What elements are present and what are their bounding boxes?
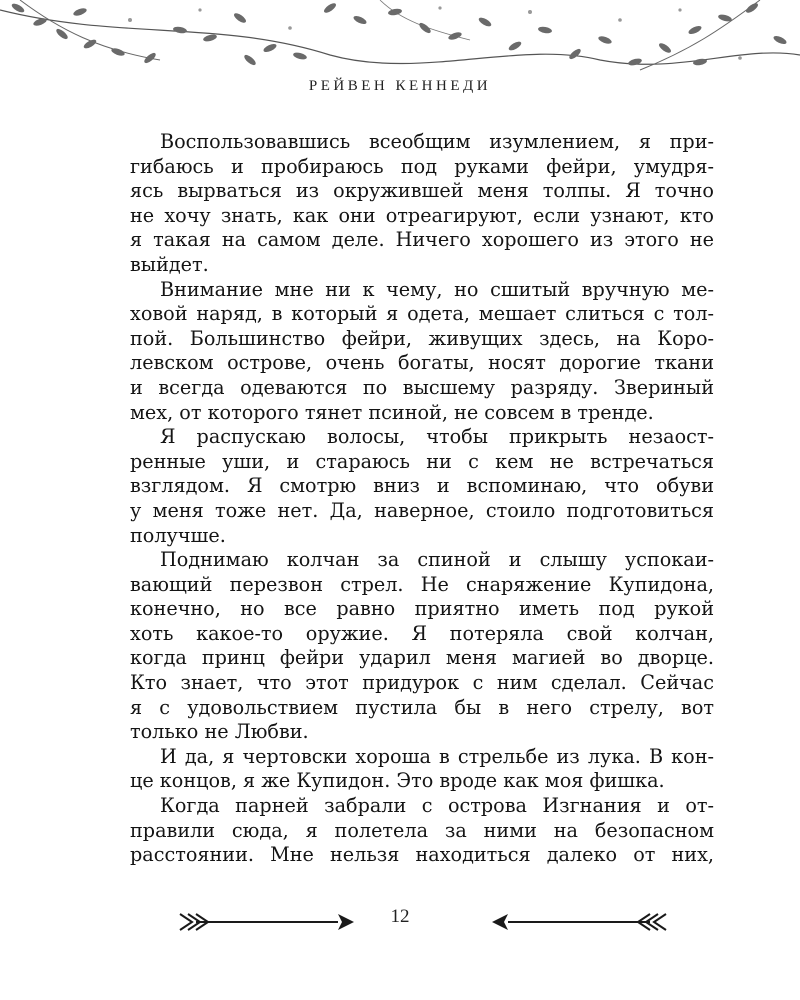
text-line: не хочу знать, как они отреагируют, если узнают, кто [130,203,714,227]
text-line: Когда парней забрали с острова Изгнания и от- [160,794,714,818]
text-line: Внимание мне ни к чему, но сшитый вручную ме- [160,277,714,301]
text-line: пой. Большинство фейри, живущих здесь, на Коро- [130,326,714,350]
text-line: расстоянии. Мне нельзя находиться далеко от них, [130,843,714,867]
text-line: когда принц фейри ударил меня магией во дворце. [130,646,714,670]
text-line: левском острове, очень богаты, носят дорогие ткани [130,351,714,375]
text-line: хоть какое-то оружие. Я потеряла свой колчан, [130,621,714,645]
text-line: только не Любви. [130,720,309,744]
text-line: правили сюда, я полетела за ними на безопасном [130,818,714,842]
text-line: я такая на самом деле. Ничего хорошего из этого не [130,228,714,252]
text-line: Кто знает, что этот придурок с ним сделал. Сейчас [130,671,714,695]
text-line: Я распускаю волосы, чтобы прикрыть незаост- [160,425,714,449]
text-line: це концов, я же Купидон. Это вроде как моя фишка. [130,769,665,793]
text-line: гибаюсь и пробираюсь под руками фейри, умудря- [130,154,714,178]
foliage-border-illustration [0,0,800,80]
body-text [130,130,714,868]
text-line: ренные уши, и стараюсь ни с кем не встречаться [130,449,714,473]
page-number: 12 [390,906,410,927]
text-line: мех, от которого тянет псиной, не совсем в тренде. [130,400,654,424]
text-line: я с удовольствием пустила бы в него стрелу, вот [130,695,714,719]
page-footer [0,900,800,940]
text-line: ясь вырваться из окружившей меня толпы. Я точно [130,179,714,203]
text-line: получше. [130,523,226,547]
paragraph [130,548,714,745]
paragraph [130,794,714,868]
text-line: Поднимаю колчан за спиной и слышу успокаи- [160,548,714,572]
text-line: выйдет. [130,252,209,276]
text-line: Воспользовавшись всеобщим изумлением, я при- [160,130,714,153]
text-line: и всегда одеваются по высшему разряду. Звериный [130,375,714,399]
text-line: взглядом. Я смотрю вниз и вспоминаю, что обуви [130,474,714,498]
text-line: конечно, но все равно приятно иметь под рукой [130,597,714,621]
paragraph [130,278,714,426]
arrow-ornament-left-icon [178,910,354,934]
paragraph [130,130,714,278]
text-line: у меня тоже нет. Да, наверное, стоило подготовиться [130,498,714,522]
arrow-ornament-right-icon [492,910,668,934]
paragraph [130,745,714,794]
running-header-author: РЕЙВЕН КЕННЕДИ [308,78,492,94]
text-line: И да, я чертовски хороша в стрельбе из лука. В кон- [160,744,714,768]
text-line: ховой наряд, в который я одета, мешает слиться с тол- [130,302,714,326]
text-line: вающий перезвон стрел. Не снаряжение Купидона, [130,572,714,596]
paragraph [130,425,714,548]
